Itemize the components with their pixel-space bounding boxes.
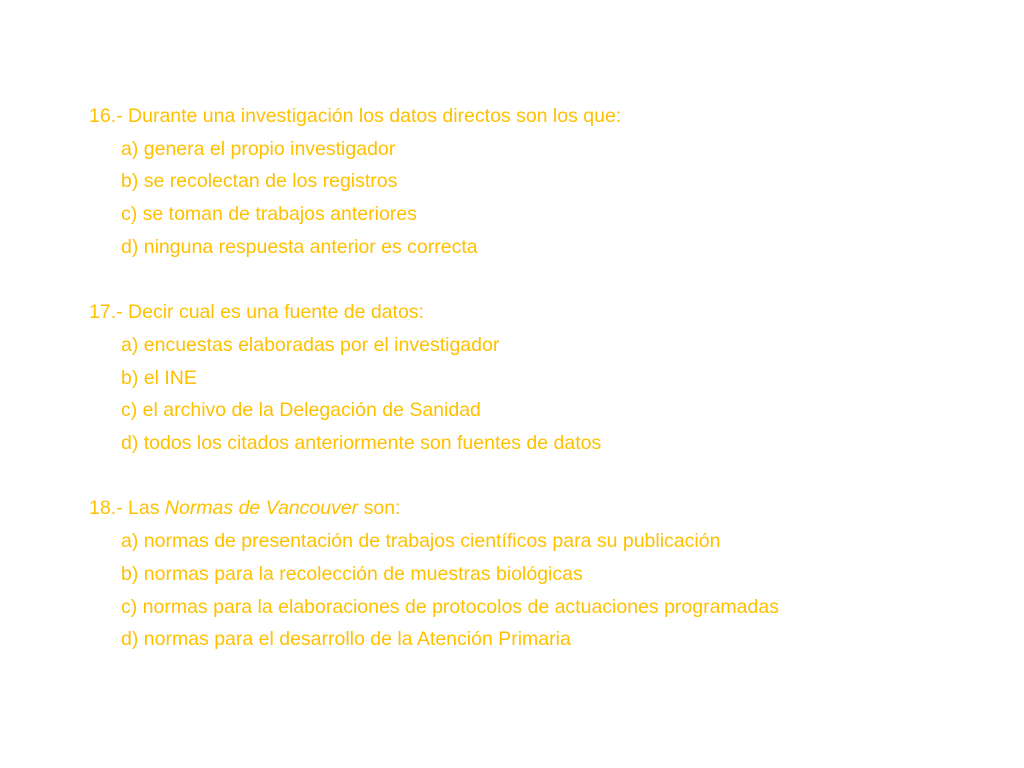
option-d: d) ninguna respuesta anterior es correcta	[121, 235, 478, 258]
question-prompt: 17.- Decir cual es una fuente de datos:	[89, 301, 424, 324]
option-a: a) normas de presentación de trabajos científicos para su publicación	[121, 530, 721, 553]
question-prompt-emphasis: Normas de Vancouver	[164, 497, 359, 520]
question-17	[89, 296, 989, 460]
option-d: d) todos los citados anteriormente son fuentes de datos	[121, 432, 602, 455]
question-18	[89, 492, 989, 656]
question-16	[89, 100, 989, 264]
option-c: c) normas para la elaboraciones de protocolos de actuaciones programadas	[121, 595, 779, 618]
option-a: a) encuestas elaboradas por el investigador	[121, 333, 500, 356]
option-b: b) el INE	[121, 366, 197, 389]
question-prompt	[89, 492, 989, 525]
option-b: b) normas para la recolección de muestras biológicas	[121, 562, 583, 585]
question-prompt-prefix: 18.- Las	[89, 497, 165, 520]
option-c: c) se toman de trabajos anteriores	[121, 203, 417, 226]
option-d: d) normas para el desarrollo de la Atención Primaria	[121, 628, 571, 651]
question-slide	[89, 100, 989, 656]
option-b: b) se recolectan de los registros	[121, 170, 398, 193]
option-c: c) el archivo de la Delegación de Sanidad	[121, 399, 481, 422]
option-a: a) genera el propio investigador	[121, 137, 396, 160]
question-prompt-suffix: son:	[358, 497, 401, 520]
question-prompt: 16.- Durante una investigación los datos directos son los que:	[89, 105, 622, 127]
